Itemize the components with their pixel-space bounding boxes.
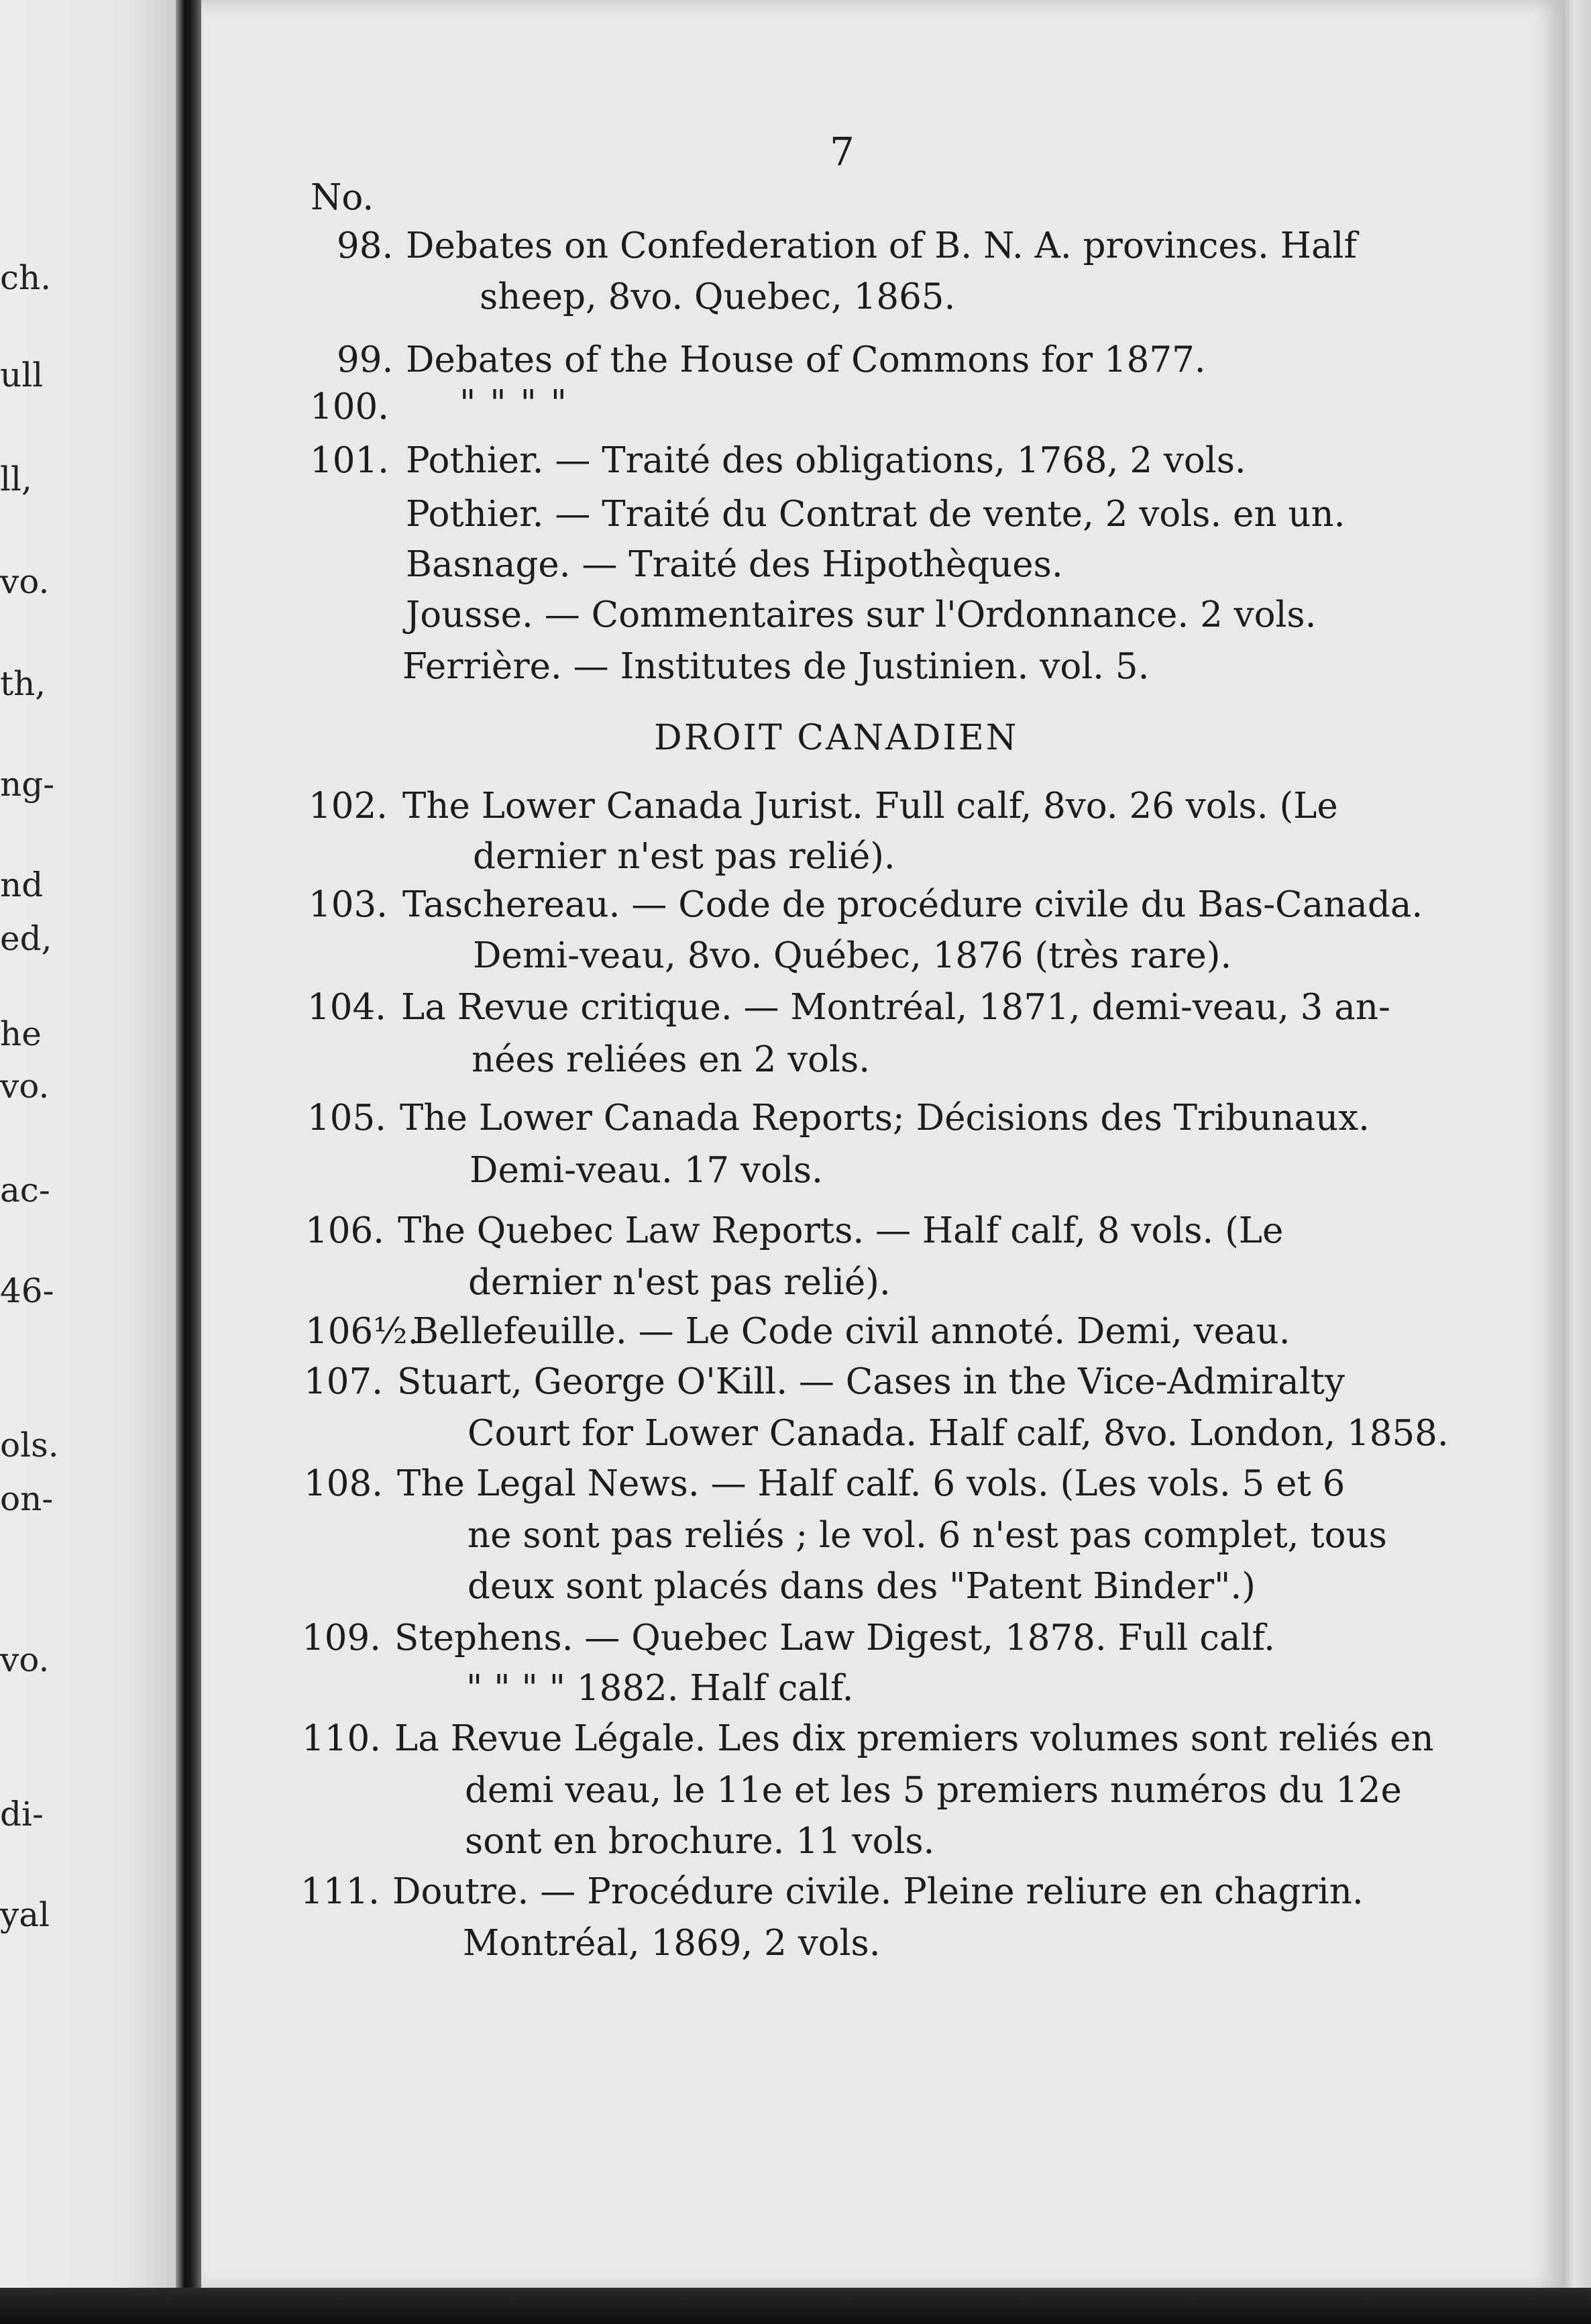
entry-number: 101. [310, 440, 390, 481]
entry-line: nées reliées en 2 vols. [472, 1039, 871, 1080]
entry-line: dernier n'est pas relié). [473, 836, 895, 877]
left-fragment: he [0, 1014, 42, 1053]
left-fragment: ll, [0, 460, 32, 498]
entry-line: deux sont placés dans des "Patent Binder".) [468, 1566, 1256, 1607]
entry-line: dernier n'est pas relié). [468, 1262, 891, 1303]
entry-line: Ferrière. — Institutes de Justinien. vol. 5. [402, 646, 1150, 687]
entry-line: Taschereau. — Code de procédure civile du Bas-Canada. [402, 884, 1423, 925]
entry-line: The Lower Canada Jurist. Full calf, 8vo. 26 vols. (Le [402, 786, 1338, 827]
entry-number: 110. [302, 1718, 382, 1759]
page-right-edge [1563, 0, 1591, 2324]
entry-line: Demi-veau. 17 vols. [470, 1150, 823, 1191]
catalog-page [201, 0, 1563, 2291]
scan-bottom-border [0, 2288, 1591, 2324]
entry-number: 107. [304, 1361, 384, 1402]
left-fragment: ac- [0, 1171, 50, 1210]
entry-line: Bellefeuille. — Le Code civil annoté. Demi, veau. [413, 1311, 1291, 1352]
entry-line: Jousse. — Commentaires sur l'Ordonnance. 2 vols. [406, 594, 1317, 635]
left-fragment: di- [0, 1795, 44, 1834]
entry-line: The Legal News. — Half calf. 6 vols. (Les vols. 5 et 6 [397, 1463, 1346, 1504]
entry-number: 106. [305, 1210, 385, 1251]
entry-line: La Revue Légale. Les dix premiers volumes sont reliés en [394, 1718, 1434, 1759]
entry-line: The Quebec Law Reports. — Half calf, 8 vols. (Le [398, 1210, 1284, 1251]
book-gutter [176, 0, 201, 2324]
ditto-marks: " " " " [459, 383, 569, 424]
entry-line: Stuart, George O'Kill. — Cases in the Vice-Admiralty [397, 1361, 1345, 1402]
left-fragment: ull [0, 356, 44, 394]
column-header-no: No. [311, 177, 374, 218]
left-fragment: vo. [0, 1640, 50, 1679]
left-fragment: on- [0, 1479, 54, 1518]
entry-number: 98. [337, 225, 394, 266]
entry-line: Pothier. — Traité des obligations, 1768, 2 vols. [406, 440, 1246, 481]
entry-number: 99. [337, 339, 394, 380]
left-fragment: vo. [0, 1067, 50, 1106]
left-fragment: ch. [0, 258, 52, 297]
left-fragment: nd [0, 865, 44, 904]
entry-line: sheep, 8vo. Quebec, 1865. [480, 276, 956, 317]
entry-line: Court for Lower Canada. Half calf, 8vo. London, 1858. [468, 1413, 1449, 1454]
entry-line: Debates of the House of Commons for 1877. [406, 339, 1206, 380]
left-fragment: yal [0, 1895, 50, 1934]
section-heading: DROIT CANADIEN [654, 718, 1019, 758]
left-facing-page [0, 0, 176, 2288]
entry-line: Montréal, 1869, 2 vols. [463, 1923, 881, 1964]
left-fragment: vo. [0, 562, 50, 601]
entry-number: 111. [300, 1871, 380, 1912]
entry-line: sont en brochure. 11 vols. [465, 1821, 935, 1862]
entry-line: " " " " 1882. Half calf. [466, 1668, 854, 1709]
entry-number: 102. [309, 786, 388, 827]
entry-line: Demi-veau, 8vo. Québec, 1876 (très rare). [473, 935, 1232, 976]
entry-number: 100. [310, 386, 390, 427]
entry-number: 103. [309, 884, 388, 925]
entry-line: Doutre. — Procédure civile. Pleine reliure en chagrin. [392, 1871, 1364, 1912]
left-fragment: ed, [0, 919, 52, 958]
entry-line: Debates on Confederation of B. N. A. provinces. Half [406, 225, 1358, 266]
entry-line: Stephens. — Quebec Law Digest, 1878. Full calf. [394, 1618, 1276, 1658]
left-fragment: 46- [0, 1271, 54, 1310]
entry-line: Pothier. — Traité du Contrat de vente, 2 vols. en un. [406, 494, 1346, 535]
entry-line: The Lower Canada Reports; Décisions des Tribunaux. [400, 1098, 1370, 1139]
entry-line: Basnage. — Traité des Hipothèques. [406, 544, 1063, 585]
entry-number: 109. [302, 1618, 382, 1658]
page-number: 7 [830, 129, 855, 174]
entry-number: 105. [307, 1098, 387, 1139]
left-fragment: ols. [0, 1426, 59, 1465]
entry-number: 108. [304, 1463, 384, 1504]
entry-number: 106½. [305, 1311, 419, 1352]
entry-line: La Revue critique. — Montréal, 1871, demi-veau, 3 an- [401, 987, 1390, 1028]
left-fragment: ng- [0, 765, 55, 804]
entry-line: ne sont pas reliés ; le vol. 6 n'est pas complet, tous [468, 1515, 1387, 1556]
left-fragment: th, [0, 664, 46, 703]
entry-number: 104. [307, 987, 387, 1028]
entry-line: demi veau, le 11e et les 5 premiers numéros du 12e [465, 1770, 1402, 1811]
